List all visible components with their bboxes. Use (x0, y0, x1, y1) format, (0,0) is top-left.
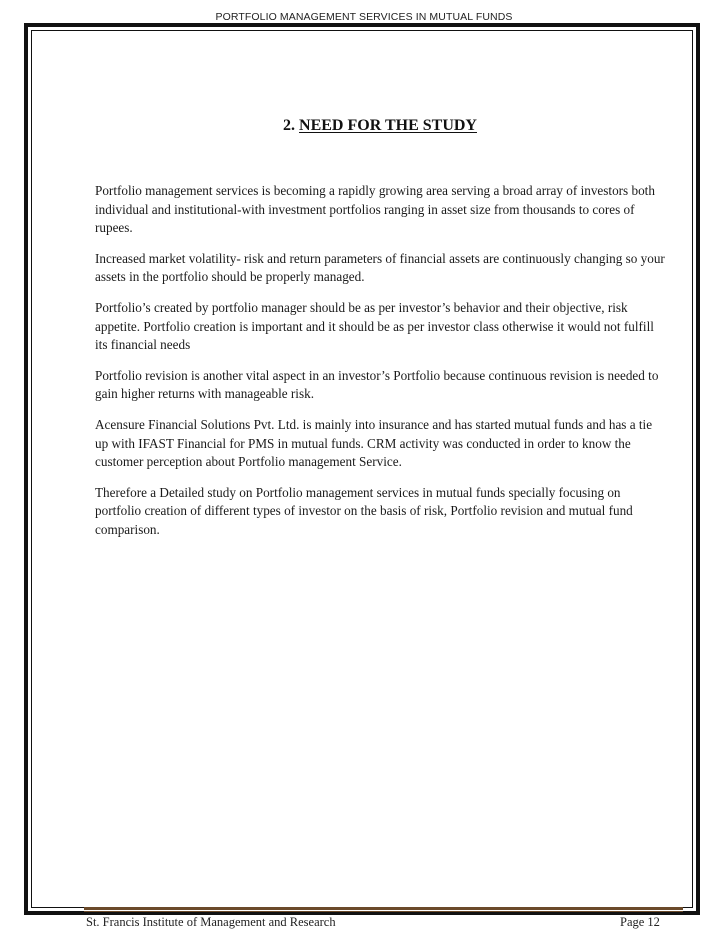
section-heading (16, 117, 728, 135)
running-header: PORTFOLIO MANAGEMENT SERVICES IN MUTUAL FUNDS (215, 11, 513, 23)
section-title: NEED FOR THE STUDY (299, 117, 477, 134)
footer-rule (84, 907, 683, 910)
paragraph: Therefore a Detailed study on Portfolio management services in mutual funds specially focusing on portfolio creation of different types of investor on the basis of risk, Portfolio revision and mutual fund comparison. (95, 484, 633, 537)
section-number: 2. (283, 117, 296, 134)
body-text (95, 182, 665, 552)
paragraph: Portfolio revision is another vital aspect in an investor’s Portfolio because continuous revision is needed to gain higher returns with manageable risk. (95, 367, 659, 402)
footer-rule-thin (84, 911, 683, 912)
footer-institution: St. Francis Institute of Management and Research (86, 915, 336, 929)
paragraph: Portfolio management services is becoming a rapidly growing area serving a broad array of investors both individual and institutional-with investment portfolios ranging in asset size from thousands to cores of rupees. (95, 183, 655, 236)
paragraph: Portfolio’s created by portfolio manager should be as per investor’s behavior and their objective, risk appetite. Portfolio creation is important and it should be as per investor class otherwise it would not fulfill its financial needs (95, 299, 654, 353)
page-number: Page 12 (620, 915, 660, 929)
paragraph: Acensure Financial Solutions Pvt. Ltd. is mainly into insurance and has started mutual funds and has a tie up with IFAST Financial for PMS in mutual funds. CRM activity was conducted in order to know the customer perception about Portfolio management Service. (95, 416, 653, 470)
paragraph: Increased market volatility- risk and return parameters of financial assets are continuously changing so your assets in the portfolio should be properly managed. (95, 250, 665, 285)
